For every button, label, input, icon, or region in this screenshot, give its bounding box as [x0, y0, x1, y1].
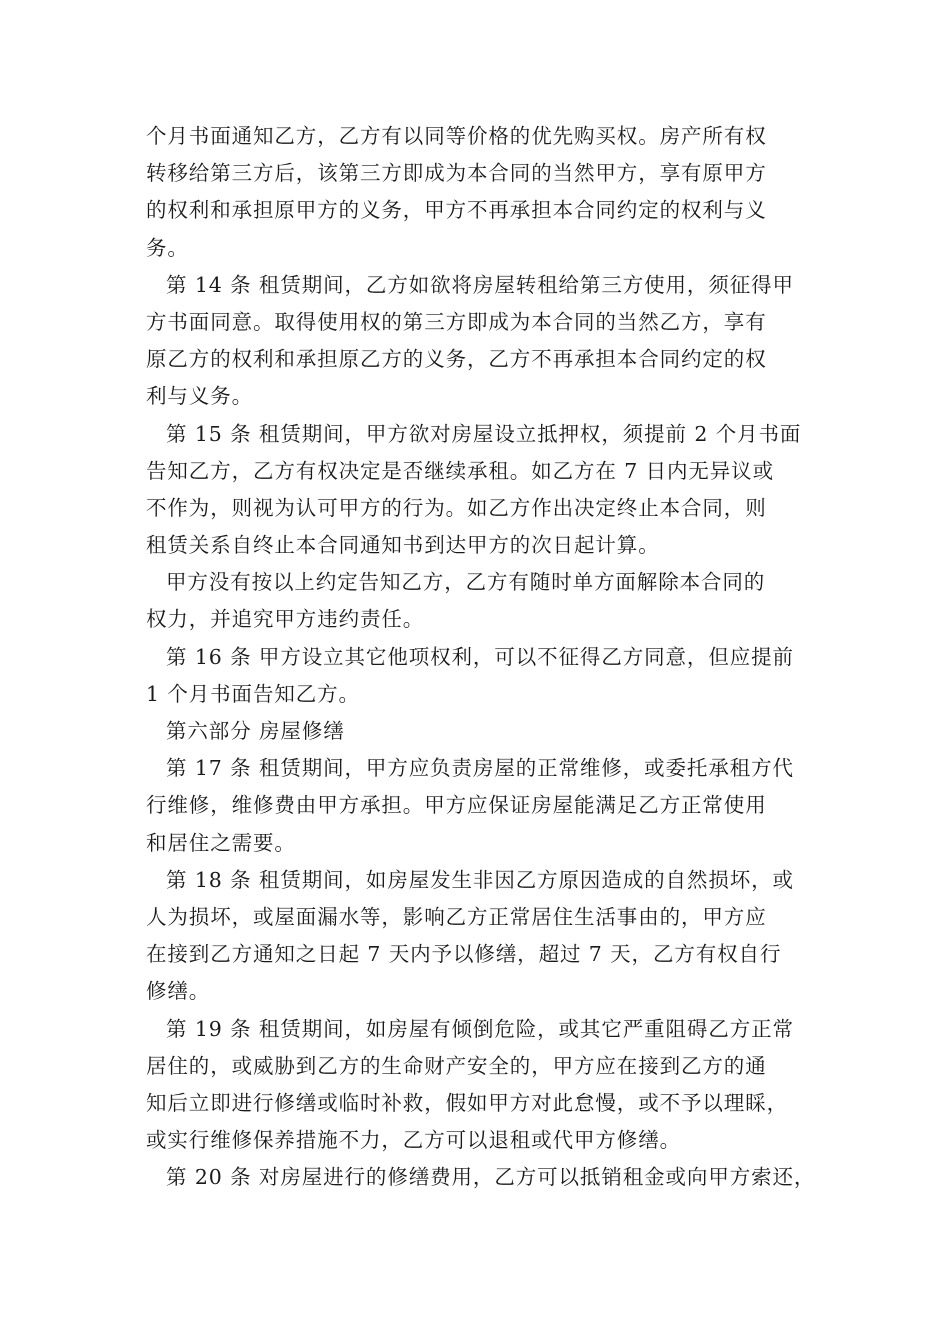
text-line: 1 个月书面告知乙方。 — [146, 681, 360, 706]
text-line: 修缮。 — [146, 979, 211, 1004]
text-line: 转移给第三方后，该第三方即成为本合同的当然甲方，享有原甲方 — [146, 161, 767, 186]
text-line: 利与义务。 — [146, 384, 253, 409]
text-line: 第 15 条 租赁期间，甲方欲对房屋设立抵押权，须提前 2 个月书面 — [166, 421, 802, 446]
text-line: 务。 — [146, 235, 189, 260]
text-line: 第 17 条 租赁期间，甲方应负责房屋的正常维修，或委托承租方代 — [166, 756, 794, 781]
text-line: 方书面同意。取得使用权的第三方即成为本合同的当然乙方，享有 — [146, 309, 767, 334]
text-line: 行维修，维修费由甲方承担。甲方应保证房屋能满足乙方正常使用 — [146, 793, 767, 818]
text-line: 租赁关系自终止本合同通知书到达甲方的次日起计算。 — [146, 533, 660, 558]
text-line: 第 20 条 对房屋进行的修缮费用，乙方可以抵销租金或向甲方索还， — [166, 1165, 816, 1190]
text-line: 居住的，或威胁到乙方的生命财产安全的，甲方应在接到乙方的通 — [146, 1053, 767, 1078]
text-line: 告知乙方，乙方有权决定是否继续承租。如乙方在 7 日内无异议或 — [146, 458, 774, 483]
text-line: 知后立即进行修缮或临时补救，假如甲方对此怠慢，或不予以理睬， — [146, 1090, 788, 1115]
text-line: 个月书面通知乙方，乙方有以同等价格的优先购买权。房产所有权 — [146, 124, 767, 148]
text-line: 第 16 条 甲方设立其它他项权利，可以不征得乙方同意，但应提前 — [166, 644, 794, 669]
document-body — [146, 118, 822, 1196]
text-line: 的权利和承担原甲方的义务，甲方不再承担本合同约定的权利与义 — [146, 198, 767, 223]
text-line: 第 19 条 租赁期间，如房屋有倾倒危险，或其它严重阻碍乙方正常 — [166, 1016, 794, 1041]
text-line: 第 14 条 租赁期间，乙方如欲将房屋转租给第三方使用，须征得甲 — [166, 272, 794, 297]
text-line: 甲方没有按以上约定告知乙方，乙方有随时单方面解除本合同的 — [166, 570, 766, 595]
text-line: 原乙方的权利和承担原乙方的义务，乙方不再承担本合同约定的权 — [146, 347, 767, 372]
text-line: 权力，并追究甲方违约责任。 — [146, 607, 425, 632]
text-line: 和居住之需要。 — [146, 830, 296, 855]
text-line: 第 18 条 租赁期间，如房屋发生非因乙方原因造成的自然损坏，或 — [166, 867, 794, 892]
text-line: 在接到乙方通知之日起 7 天内予以修缮，超过 7 天，乙方有权自行 — [146, 942, 782, 967]
text-line: 人为损坏，或屋面漏水等，影响乙方正常居住生活事由的，甲方应 — [146, 904, 767, 929]
text-line: 不作为，则视为认可甲方的行为。如乙方作出决定终止本合同，则 — [146, 495, 767, 520]
text-line: 或实行维修保养措施不力，乙方可以退租或代甲方修缮。 — [146, 1128, 681, 1153]
text-line: 第六部分 房屋修缮 — [166, 719, 345, 743]
